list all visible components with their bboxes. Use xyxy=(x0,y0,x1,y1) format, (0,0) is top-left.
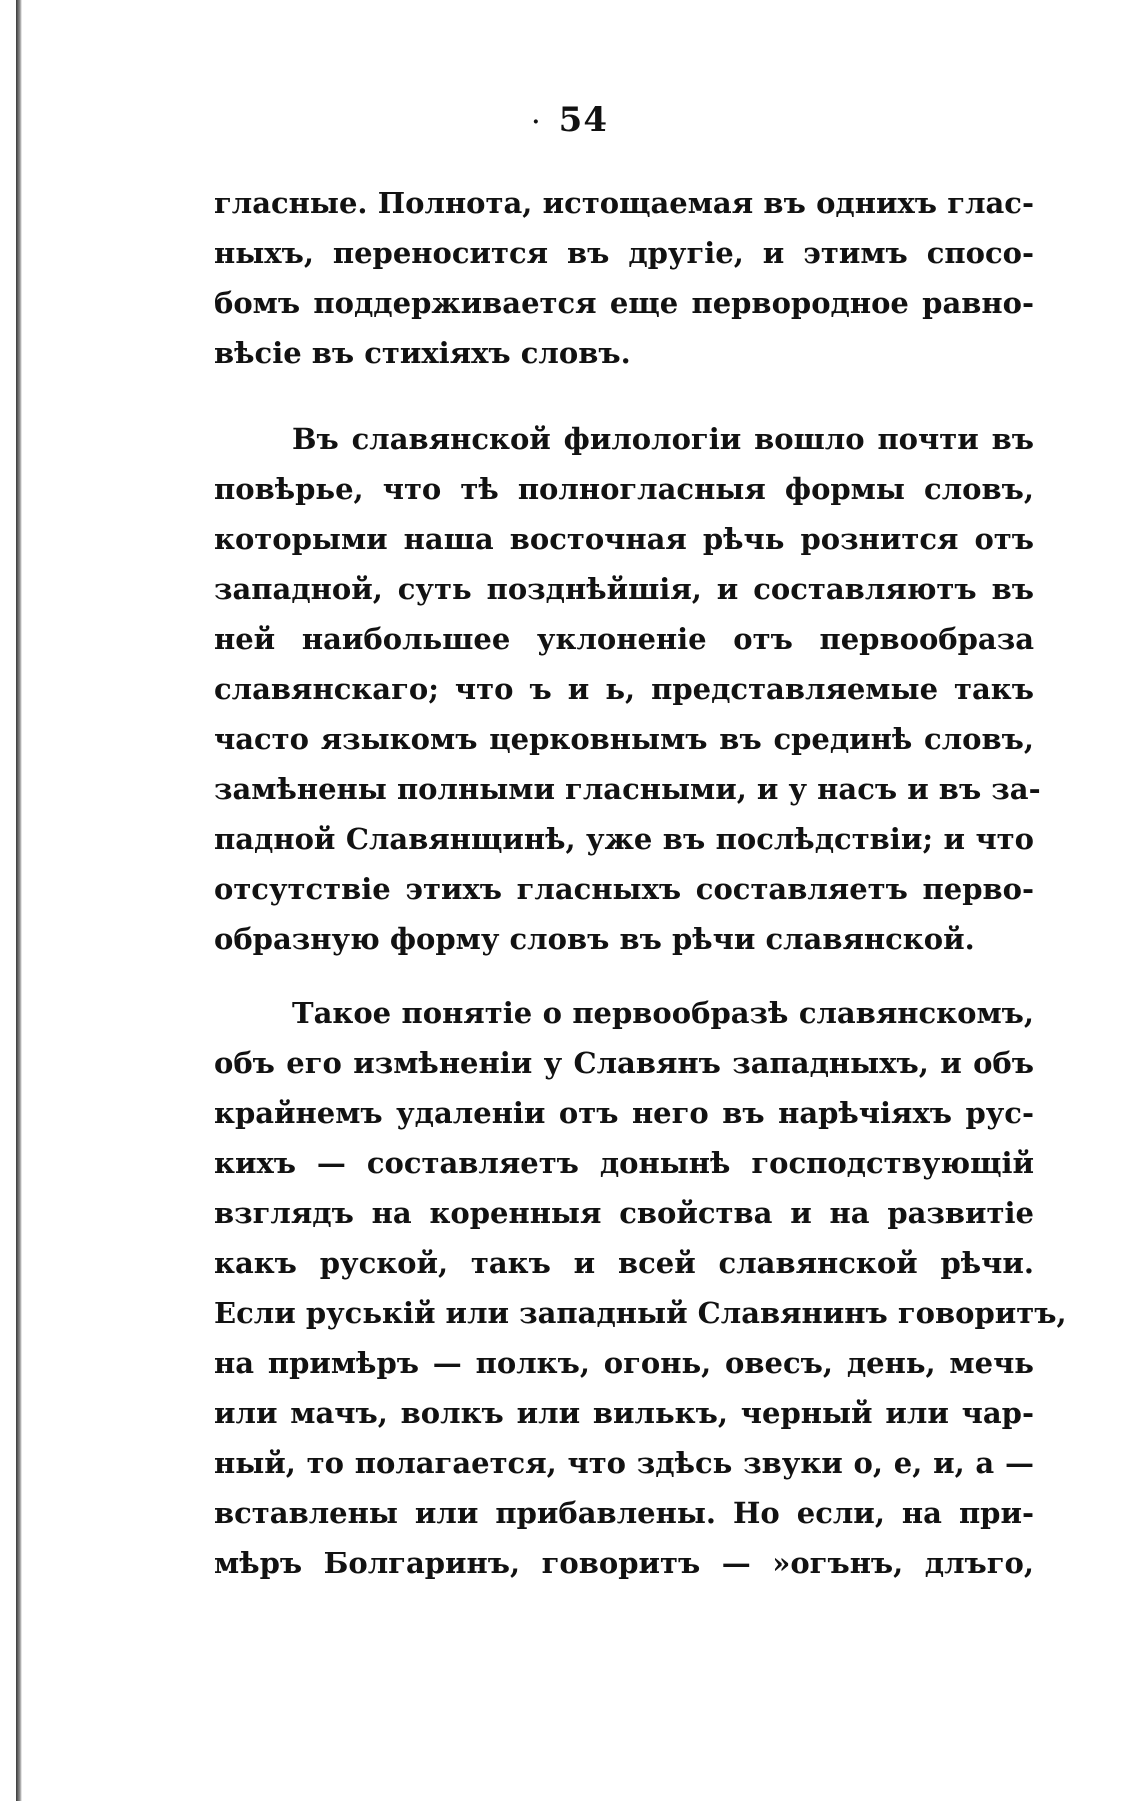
text-line: часто языкомъ церковнымъ въ срединѣ словъ, xyxy=(214,722,1034,756)
text-line: вставлены или прибавлены. Но если, на при- xyxy=(214,1496,1034,1530)
text-line: гласные. Полнота, истощаемая въ однихъ глас- xyxy=(214,186,1034,220)
paragraph-1 xyxy=(214,178,1034,378)
text-line: которыми наша восточная рѣчь рознится отъ xyxy=(214,522,1034,556)
paragraph-gap xyxy=(214,964,1034,988)
text-line: образную форму словъ въ рѣчи славянской. xyxy=(214,922,975,956)
page-number xyxy=(0,100,1140,140)
text-line: бомъ поддерживается еще первородное равно- xyxy=(214,286,1034,320)
page-number-value: 54 xyxy=(558,100,608,140)
page-edge-shadow xyxy=(16,0,22,1801)
text-line: мѣръ Болгаринъ, говоритъ — »огънъ, длъго, xyxy=(214,1546,1034,1580)
text-line: на примѣръ — полкъ, огонь, овесъ, день, мечь xyxy=(214,1346,1034,1380)
paragraph-3 xyxy=(214,988,1067,1588)
text-line: Въ славянской филологіи вошло почти въ xyxy=(292,422,1034,456)
text-line: объ его измѣненіи у Славянъ западныхъ, и объ xyxy=(214,1046,1034,1080)
text-line: кихъ — составляетъ донынѣ господствующій xyxy=(214,1146,1034,1180)
body-text xyxy=(214,178,1067,1588)
text-line: какъ руской, такъ и всей славянской рѣчи. xyxy=(214,1246,1034,1280)
text-line: или мачъ, волкъ или вилькъ, черный или чар- xyxy=(214,1396,1034,1430)
text-line: Такое понятіе о первообразѣ славянскомъ, xyxy=(292,996,1034,1030)
text-line: падной Славянщинѣ, уже въ послѣдствіи; и что xyxy=(214,822,1034,856)
paragraph-gap xyxy=(214,378,1034,414)
text-line: славянскаго; что ъ и ь, представляемые такъ xyxy=(214,672,1034,706)
text-line: Если руській или западный Славянинъ говоритъ, xyxy=(214,1296,1067,1330)
text-line: ней наибольшее уклоненіе отъ первообраза xyxy=(214,622,1034,656)
text-line: западной, суть позднѣйшія, и составляютъ въ xyxy=(214,572,1034,606)
text-line: вѣсіе въ стихіяхъ словъ. xyxy=(214,336,631,370)
text-line: ныхъ, переносится въ другіе, и этимъ спосо- xyxy=(214,236,1034,270)
text-line: замѣнены полными гласными, и у насъ и въ за- xyxy=(214,772,1041,806)
text-line: взглядъ на коренныя свойства и на развитіе xyxy=(214,1196,1034,1230)
page-number-dot: · xyxy=(532,109,541,135)
text-line: крайнемъ удаленіи отъ него въ нарѣчіяхъ рус- xyxy=(214,1096,1034,1130)
text-line: повѣрье, что тѣ полногласныя формы словъ, xyxy=(214,472,1034,506)
text-line: ный, то полагается, что здѣсь звуки о, е, и, а — xyxy=(214,1446,1034,1480)
text-line: отсутствіе этихъ гласныхъ составляетъ перво- xyxy=(214,872,1034,906)
paragraph-2 xyxy=(214,414,1041,964)
